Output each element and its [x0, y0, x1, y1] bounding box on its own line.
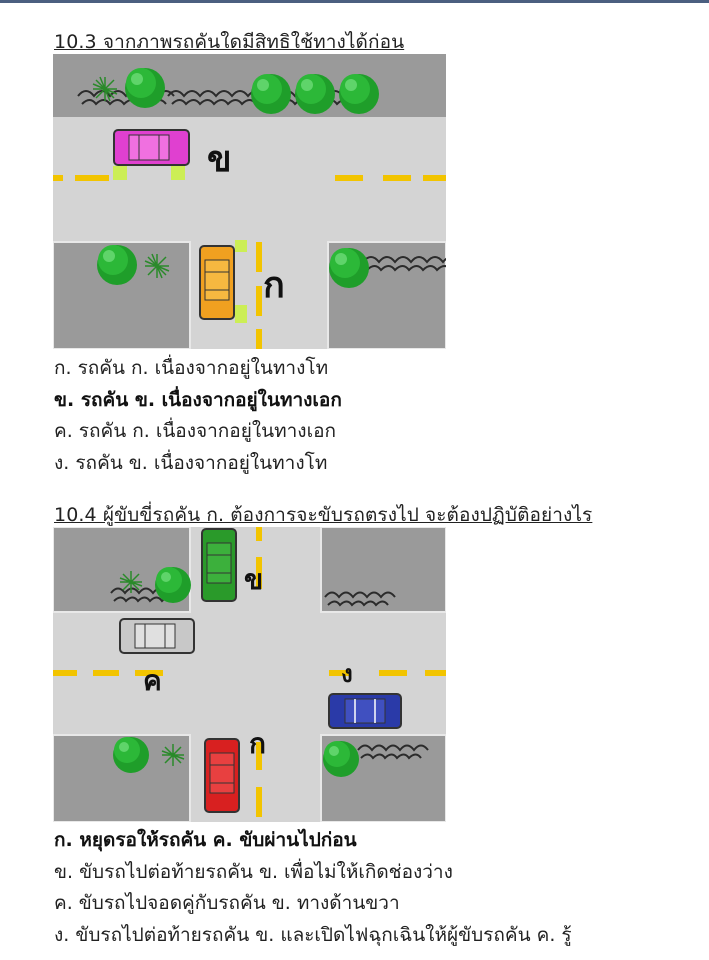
- car-ng-blue: [329, 694, 401, 728]
- question-10-4-choices: [54, 825, 704, 951]
- figure-label-kh: ข: [244, 563, 264, 596]
- choice-10-3-a[interactable]: ก. รถคัน ก. เนื่องจากอยู่ในทางโท: [54, 357, 329, 379]
- question-10-3-title: 10.3 จากภาพรถคันใดมีสิทธิใช้ทางได้ก่อน: [54, 31, 405, 53]
- figure-label-kho: ค: [143, 664, 162, 697]
- figure-label-kh: ข: [207, 139, 232, 180]
- car-kh-green: [202, 529, 236, 601]
- question-10-3-choices: [54, 353, 704, 479]
- question-10-3-figure: [53, 54, 446, 349]
- car-k-red: [205, 739, 239, 812]
- question-10-4-figure: [53, 527, 446, 822]
- top-border: [0, 0, 709, 3]
- choice-10-3-c[interactable]: ค. รถคัน ก. เนื่องจากอยู่ในทางเอก: [54, 420, 336, 442]
- choice-10-4-c[interactable]: ค. ขับรถไปจอดคู่กับรถคัน ข. ทางด้านขวา: [54, 892, 400, 914]
- choice-10-4-a-correct[interactable]: ก. หยุดรอให้รถคัน ค. ขับผ่านไปก่อน: [54, 829, 357, 851]
- choice-10-3-d[interactable]: ง. รถคัน ข. เนื่องจากอยู่ในทางโท: [54, 451, 328, 474]
- figure-label-ng: ง: [341, 660, 353, 688]
- choice-10-3-b-correct[interactable]: ข. รถคัน ข. เนื่องจากอยู่ในทางเอก: [54, 388, 342, 411]
- figure-label-k: ก: [263, 265, 285, 306]
- choice-10-4-d[interactable]: ง. ขับรถไปต่อท้ายรถคัน ข. และเปิดไฟฉุกเฉินให้ผู้ขับรถคัน ค. รู้: [54, 923, 572, 946]
- figure-label-k: ก: [249, 727, 266, 760]
- choice-10-4-b[interactable]: ข. ขับรถไปต่อท้ายรถคัน ข. เพื่อไม่ให้เกิดช่องว่าง: [54, 860, 453, 883]
- car-kho-silver: [120, 619, 194, 653]
- question-10-4-title: 10.4 ผู้ขับขี่รถคัน ก. ต้องการจะขับรถตรงไป จะต้องปฏิบัติอย่างไร: [54, 504, 593, 526]
